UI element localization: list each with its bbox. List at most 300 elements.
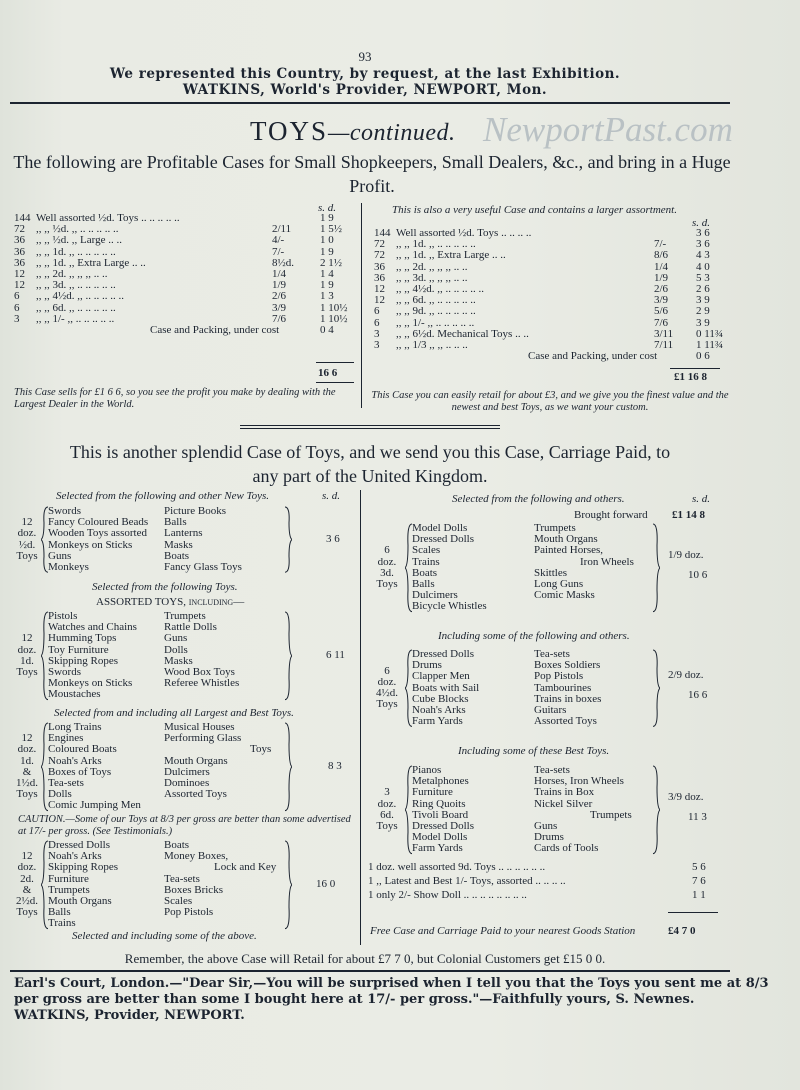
testimonial-footer: Earl's Court, London.—"Dear Sir,—You will be surprised when I tell you that the Toys you sent me at 8/3 per gross are better than some I bought here at 17/- per gross."—Faithfully yours, S. Newnes. WATKINS, Provider, NEWPORT. (14, 976, 769, 1023)
group-qty: Toys (16, 549, 38, 562)
row-desc: ,, ,, 1d. ,, Extra Large .. .. (36, 256, 146, 269)
toy-item: Scales (412, 544, 441, 557)
extras-total-rule (668, 912, 718, 913)
toy-item: Dressed Dolls (48, 839, 111, 851)
packing-total: 0 6 (696, 350, 710, 363)
row-total: 4 3 (696, 249, 710, 262)
toy-item: Pop Pistols (534, 670, 584, 683)
case1-note: This Case sells for £1 6 6, so you see the profit you make by dealing with the Largest Dealer in the World. (14, 387, 336, 410)
row-desc: ,, ,, 3d. ,, .. .. .. .. .. (36, 279, 116, 292)
toy-item: Toy Furniture (48, 643, 109, 656)
row-total: 2 1½ (320, 256, 342, 269)
packing-label: Case and Packing, under cost (528, 350, 658, 363)
row-desc: ,, ,, 1/- ,, .. .. .. .. .. (36, 312, 115, 325)
group-qty: ½d. (18, 538, 36, 551)
right-g2-heading: Including some of the following and others. (438, 630, 630, 642)
close-brace (284, 840, 292, 930)
extra-price: 5 6 (692, 861, 706, 873)
row-desc: ,, ,, 6½d. Mechanical Toys .. .. (396, 327, 529, 340)
toy-item: Moustaches (48, 688, 101, 701)
case1-total-rule (316, 362, 354, 363)
toy-item: Lock and Key (214, 861, 277, 874)
toy-item: Monkeys (48, 561, 89, 573)
group-price: 10 6 (688, 568, 708, 581)
toy-item: Tivoli Board (412, 808, 469, 821)
toy-item: Boats (164, 839, 190, 851)
row-qty: 12 (14, 267, 25, 280)
row-total: 2 6 (696, 282, 710, 295)
footer-rule (10, 970, 730, 972)
right-g1-sd: s. d. (692, 493, 711, 505)
row-desc: ,, ,, 4½d. ,, .. .. .. .. .. (36, 290, 124, 303)
toy-item: Skipping Ropes (48, 861, 118, 874)
row-total: 3 9 (696, 316, 710, 329)
left-g2-heading: Selected from the following Toys. (92, 581, 238, 593)
group-qty: 6 (384, 544, 390, 557)
left-g4-footer: Selected and including some of the above. (72, 930, 257, 942)
case-row (374, 306, 724, 317)
group-qty: & (22, 765, 32, 778)
toy-item: Trains in Box (534, 786, 595, 799)
toy-item: Boxes Soldiers (534, 659, 601, 672)
group-price: 8 3 (328, 759, 342, 772)
extra-desc: 1 ,, Latest and Best 1/- Toys, assorted .. .. .. .. (368, 875, 566, 887)
toy-item: Pop Pistols (164, 906, 214, 919)
toy-item: Assorted Toys (164, 788, 227, 801)
row-price: 1/9 (272, 279, 287, 292)
group-qty: 12 (21, 632, 33, 645)
group-qty: 2d. (20, 872, 34, 885)
group-qty: Toys (376, 578, 398, 590)
row-desc: ,, ,, 1/3 ,, ,, .. .. .. (396, 338, 468, 351)
toy-item: Comic Masks (534, 589, 595, 602)
row-price: 7/11 (654, 338, 674, 351)
case1-sd-header: s. d. (318, 202, 337, 214)
row-price: 5/6 (654, 305, 669, 318)
left-g1-sd: s. d. (322, 490, 341, 502)
row-qty: 6 (14, 290, 20, 303)
toy-item: Referee Whistles (164, 677, 240, 690)
row-qty: 144 (374, 227, 391, 239)
case-row (14, 235, 354, 246)
toy-item: Skittles (534, 566, 568, 579)
toy-item: Drums (412, 659, 442, 672)
row-total: 1 3 (320, 290, 334, 303)
row-desc: ,, ,, 9d. ,, .. .. .. .. .. (396, 305, 476, 318)
toy-item: Furniture (48, 872, 89, 885)
toy-item: Scales (164, 895, 193, 907)
toy-item: Furniture (412, 786, 453, 799)
toy-item: Dominoes (164, 777, 210, 789)
row-price: 3/9 (654, 294, 669, 307)
packing-total: 0 4 (320, 323, 334, 336)
brought-forward-label: Brought forward (574, 509, 648, 521)
row-qty: 12 (374, 282, 385, 295)
packing-label: Case and Packing, under cost (150, 323, 280, 336)
toy-item: Boxes of Toys (48, 765, 112, 778)
section-rule-top2 (240, 428, 500, 429)
toy-item: Horses, Iron Wheels (534, 775, 624, 788)
free-case-note: Free Case and Carriage Paid to your nearest Goods Station (370, 925, 636, 937)
toy-item: Swords (48, 505, 82, 517)
toy-item: Musical Houses (164, 721, 235, 733)
left-g3-heading: Selected from and including all Largest and Best Toys. (54, 707, 294, 719)
row-price: 3/9 (272, 301, 287, 314)
case-row (374, 250, 724, 261)
row-total: 3 6 (696, 238, 710, 251)
toy-item: Boats (164, 549, 190, 562)
toy-item: Noah's Arks (48, 754, 102, 767)
row-desc: ,, ,, 4½d. ,, .. .. .. .. .. (396, 282, 484, 295)
close-brace (652, 649, 660, 727)
toy-item: Dulcimers (164, 765, 210, 778)
page-number: 93 (358, 49, 372, 64)
toy-item: Trains (412, 555, 440, 568)
toy-item: Balls (164, 516, 187, 529)
row-desc: ,, ,, 2d. ,, ,, ,, .. .. (396, 260, 468, 273)
case-divider (361, 203, 362, 408)
watermark: NewportPast.com (483, 110, 733, 149)
toy-item: Iron Wheels (580, 555, 634, 568)
toy-item: Cards of Tools (534, 842, 599, 855)
case1-grand-total: 16 6 (318, 367, 338, 379)
left-group-4 (14, 840, 354, 932)
group-qty: 4½d. (376, 687, 398, 700)
row-qty: 36 (374, 260, 385, 273)
group-qty: 1d. (20, 754, 34, 767)
row-price: 1/4 (654, 260, 669, 273)
group-qty: Toys (376, 698, 398, 711)
left-g2-subheading: ASSORTED TOYS, including— (96, 596, 245, 608)
group-price: 16 6 (688, 689, 708, 702)
row-total: 1 9 (320, 212, 334, 224)
right-g1-heading: Selected from the following and others. (452, 493, 625, 505)
toy-item: Mouth Organs (534, 533, 598, 546)
row-qty: 6 (14, 301, 20, 314)
group-qty: 12 (21, 850, 33, 863)
close-brace (652, 523, 660, 613)
case-packing-row (14, 325, 354, 336)
toy-item: Noah's Arks (48, 850, 102, 863)
toy-item: Humming Tops (48, 632, 117, 645)
brought-forward-total: £1 14 8 (672, 509, 705, 521)
right-extras (368, 862, 718, 904)
group-rate: 3/9 doz. (668, 790, 704, 803)
row-qty: 12 (14, 279, 25, 292)
row-price: 8½d. (272, 256, 294, 269)
toy-item: Dolls (48, 788, 72, 801)
toy-item: Long Trains (48, 721, 102, 733)
toy-item: Wood Box Toys (164, 666, 235, 678)
row-desc: ,, ,, ½d. ,, Large .. .. (36, 234, 122, 247)
toy-item: Guns (48, 549, 72, 562)
row-price: 3/11 (654, 327, 674, 340)
row-price: 4/- (272, 234, 285, 247)
row-total: 1 0 (320, 234, 334, 247)
row-total: 0 11¾ (696, 327, 724, 340)
case2-grand-total: £1 16 8 (674, 371, 707, 383)
close-brace (284, 611, 292, 701)
group-qty: doz. (377, 797, 397, 810)
row-desc: ,, ,, 3d. ,, ,, ,, .. .. (396, 271, 468, 284)
toy-item: Balls (48, 906, 71, 919)
toy-item: Money Boxes, (164, 850, 229, 863)
row-total: 1 5½ (320, 223, 342, 236)
row-desc: ,, ,, 6d. ,, .. .. .. .. .. (36, 301, 116, 314)
case2-sd-header: s. d. (692, 217, 711, 229)
close-brace (284, 506, 292, 573)
toy-item: Ring Quoits (412, 797, 466, 810)
extra-row (368, 876, 718, 890)
section2-heading: This is another splendid Case of Toys, and we send you this Case, Carriage Paid, to any part of the United Kingdom. (69, 442, 671, 486)
group-qty: Toys (16, 906, 38, 919)
row-total: 1 11¾ (696, 338, 724, 351)
remember-note: Remember, the above Case will Retail for about £7 7 0, but Colonial Customers get £15 0 0. (124, 951, 606, 966)
toy-item: Trumpets (48, 883, 90, 896)
row-qty: 72 (374, 238, 385, 251)
title-continued: —continued. (328, 120, 456, 146)
group-qty: doz. (17, 743, 37, 756)
toy-item: Picture Books (164, 505, 227, 517)
toy-item: Assorted Toys (534, 715, 597, 728)
toy-item: Dressed Dolls (412, 820, 475, 832)
row-desc: Well assorted ½d. Toys .. .. .. .. (396, 227, 532, 239)
toy-item: Nickel Silver (534, 797, 593, 810)
row-qty: 3 (374, 338, 380, 351)
row-price: 1/4 (272, 267, 287, 280)
toy-item: Fancy Coloured Beads (48, 516, 149, 529)
toy-item: Mouth Organs (164, 754, 228, 767)
toy-item: Trumpets (534, 522, 576, 534)
left-group-2 (14, 611, 354, 703)
toy-item: Boxes Bricks (164, 883, 223, 896)
row-price: 7/6 (272, 312, 287, 325)
row-price: 7/6 (654, 316, 669, 329)
toy-item: Swords (48, 666, 82, 678)
toy-item: Masks (164, 654, 193, 667)
title-main: TOYS (250, 116, 329, 146)
case-row (374, 318, 724, 329)
toy-item: Cube Blocks (412, 692, 469, 705)
group-qty: & (22, 883, 32, 896)
toy-item: Fancy Glass Toys (164, 561, 242, 573)
extra-row (368, 862, 718, 876)
toy-item: Coloured Boats (48, 743, 117, 756)
right-group-3 (370, 765, 730, 857)
toy-item: Pianos (412, 764, 442, 776)
toy-item: Trains (48, 917, 76, 930)
toy-item: Farm Yards (412, 842, 463, 855)
intro-text: The following are Profitable Cases for Small Shopkeepers, Small Dealers, &c., and bring in a Huge Profit. (13, 152, 731, 196)
row-total: 3 6 (696, 227, 710, 239)
toy-item: Monkeys on Sticks (48, 538, 133, 551)
row-qty: 72 (14, 223, 25, 236)
case2-total-rule (670, 368, 720, 369)
extra-desc: 1 doz. well assorted 9d. Toys .. .. .. .. .. .. (368, 861, 546, 873)
row-qty: 36 (14, 234, 25, 247)
group-qty: 12 (21, 732, 33, 745)
group-qty: doz. (17, 527, 37, 540)
toy-item: Tea-sets (534, 764, 570, 776)
case2-note: This Case you can easily retail for about £3, and we give you the finest value and the newest and best Toys, as we want your custom. (371, 390, 729, 413)
toy-item: Guns (534, 820, 558, 832)
row-qty: 36 (14, 245, 25, 258)
row-qty: 144 (14, 212, 31, 224)
extra-price: 7 6 (692, 875, 706, 887)
toy-item: Engines (48, 732, 84, 745)
toy-item: Monkeys on Sticks (48, 677, 133, 690)
toy-item: Model Dolls (412, 831, 468, 844)
case1-table (14, 213, 354, 336)
row-desc: ,, ,, 1d. ,, .. .. .. .. .. (36, 245, 116, 258)
group-price: 11 3 (688, 810, 707, 823)
row-desc: ,, ,, ½d. ,, .. .. .. .. .. (36, 223, 119, 236)
toy-item: Drums (534, 831, 564, 844)
extra-desc: 1 only 2/- Show Doll .. .. .. .. .. .. .. .. (368, 889, 527, 901)
row-qty: 6 (374, 316, 380, 329)
toy-item: Dressed Dolls (412, 533, 475, 546)
row-qty: 3 (374, 327, 380, 340)
row-qty: 12 (374, 294, 385, 307)
toy-item: Tea-sets (534, 648, 570, 660)
row-total: 3 9 (696, 294, 710, 307)
toy-item: Masks (164, 538, 193, 551)
row-desc: ,, ,, 1/- ,, .. .. .. .. .. (396, 316, 475, 329)
row-price: 1/9 (654, 271, 669, 284)
group-qty: doz. (377, 555, 397, 568)
toy-item: Tambourines (534, 681, 592, 694)
row-total: 1 9 (320, 279, 334, 292)
toy-item: Clapper Men (412, 670, 470, 683)
toy-item: Wooden Toys assorted (48, 527, 147, 540)
extra-price: 1 1 (692, 889, 706, 901)
row-total: 1 9 (320, 245, 334, 258)
toy-item: Mouth Organs (48, 895, 112, 907)
group-qty: 3 (384, 786, 390, 799)
row-price: 8/6 (654, 249, 669, 262)
toy-item: Dulcimers (412, 589, 458, 602)
row-price: 2/6 (654, 282, 669, 295)
group-rate: 1/9 doz. (668, 548, 704, 561)
row-qty: 3 (14, 312, 20, 325)
row-total: 5 3 (696, 271, 710, 284)
toy-item: Trumpets (164, 610, 206, 622)
group-qty: Toys (16, 788, 38, 801)
case-packing-row (374, 351, 724, 362)
row-total: 1 10½ (320, 301, 348, 314)
group-qty: 2½d. (16, 895, 38, 907)
group-qty: doz. (377, 676, 397, 688)
toy-item: Boats with Sail (412, 681, 480, 694)
right-total: £4 7 0 (668, 925, 696, 937)
row-qty: 36 (14, 256, 25, 269)
toy-item: Performing Glass (164, 732, 242, 745)
case-row (14, 303, 354, 314)
toy-item: Long Guns (534, 578, 584, 590)
exhibition-banner: We represented this Country, by request, at the last Exhibition. (109, 66, 621, 82)
row-qty: 6 (374, 305, 380, 318)
case1-total-rule2 (316, 382, 354, 383)
right-g3-heading: Including some of these Best Toys. (458, 745, 610, 757)
toy-item: Skipping Ropes (48, 654, 118, 667)
group-qty: Toys (376, 820, 398, 832)
toy-item: Noah's Arks (412, 704, 466, 716)
left-group-3 (14, 722, 354, 814)
toy-item: Dressed Dolls (412, 648, 475, 660)
group-price: 6 11 (326, 648, 345, 661)
right-group-2 (370, 649, 730, 731)
row-total: 4 0 (696, 260, 710, 273)
row-desc: ,, ,, 1d. ,, .. .. .. .. .. (396, 238, 476, 251)
caution-note: CAUTION.—Some of our Toys at 8/3 per gross are better than some advertised at 17/- per gross. (See Testimonials.) (18, 814, 351, 837)
group-qty: 1d. (20, 654, 34, 667)
toy-item: Trains in boxes (534, 692, 602, 705)
section-title (250, 116, 456, 147)
section2-divider (360, 490, 361, 945)
toy-item: Painted Horses, (534, 544, 604, 557)
row-price: 7/- (654, 238, 667, 251)
row-desc: ,, ,, 6d. ,, .. .. .. .. .. (396, 294, 476, 307)
toy-item: Toys (250, 743, 272, 756)
toy-item: Model Dolls (412, 522, 468, 534)
row-desc: Well assorted ½d. Toys .. .. .. .. .. (36, 212, 180, 224)
group-price: 16 0 (316, 877, 336, 890)
row-price: 2/6 (272, 290, 287, 303)
toy-item: Balls (412, 578, 435, 590)
toy-item: Watches and Chains (48, 621, 137, 634)
toy-item: Tea-sets (48, 777, 84, 789)
row-price: 7/- (272, 245, 285, 258)
group-qty: doz. (17, 861, 37, 874)
extra-row (368, 890, 718, 904)
row-total: 2 9 (696, 305, 710, 318)
group-qty: 1½d. (16, 777, 38, 789)
toy-item: Guitars (534, 704, 567, 716)
group-qty: 6 (384, 664, 390, 677)
group-price: 3 6 (326, 532, 340, 545)
row-price: 2/11 (272, 223, 292, 236)
case-row (14, 291, 354, 302)
toy-item: Boats (412, 566, 438, 579)
close-brace (284, 722, 292, 812)
row-qty: 72 (374, 249, 385, 262)
row-desc: ,, ,, 2d. ,, ,, ,, .. .. (36, 267, 108, 280)
toy-item: Pistols (48, 610, 78, 622)
toy-item: Farm Yards (412, 715, 463, 728)
toy-item: Rattle Dolls (164, 621, 217, 634)
case2-heading: This is also a very useful Case and contains a larger assortment. (392, 204, 677, 216)
header-rule (10, 102, 730, 104)
group-qty: 3d. (380, 566, 394, 579)
group-rate: 2/9 doz. (668, 669, 704, 682)
toy-item: Tea-sets (164, 872, 200, 885)
close-brace (652, 765, 660, 855)
section-rule-top (240, 425, 500, 426)
left-g1-heading: Selected from the following and other New Toys. (56, 490, 270, 502)
row-qty: 36 (374, 271, 385, 284)
group-qty: doz. (17, 643, 37, 656)
row-total: 1 10½ (320, 312, 348, 325)
toy-item: Guns (164, 632, 188, 645)
toy-item: Metalphones (412, 775, 469, 788)
group-qty: 12 (21, 516, 33, 529)
toy-item: Dolls (164, 643, 188, 656)
toy-item: Trumpets (590, 808, 632, 821)
toy-item: Bicycle Whistles (412, 600, 487, 613)
group-qty: 6d. (380, 808, 394, 821)
right-group-1 (370, 523, 730, 615)
watkins-banner: WATKINS, World's Provider, NEWPORT, Mon. (182, 82, 548, 98)
